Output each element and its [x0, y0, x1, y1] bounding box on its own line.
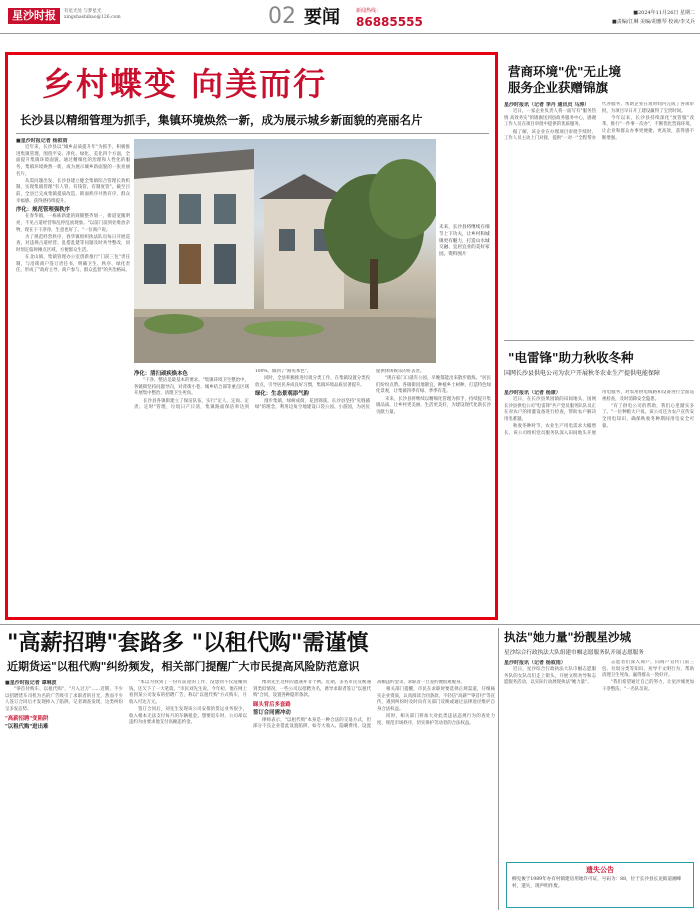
section3-p3: 未来，长沙县将继续以精细化管理为抓手，持续提升集镇品质，让乡村更美丽、生活更美好，为建设现代化新长沙贡献力量。	[376, 396, 491, 415]
lost-notice-text: 柳克俊于1989年办有村镇建房用地许可证，号码为：88，位于长沙县长龙街道湘峰村，遗失，现声明作废。	[512, 877, 682, 889]
bottom-right-article	[504, 630, 694, 830]
right-mid-headline: "电雷锋"助力秋收冬种	[508, 350, 634, 365]
right-top-body-2: 据了解，该企业在办理项目审批手续时，工作人员主动上门对接，提供"一对一"全程帮办代办服务，帮助企业在短时间内完成了各项审批，为项目早日开工建设赢得了宝贵时间。	[504, 102, 694, 142]
bottom-section2-title: 睇头背后多套路	[253, 701, 291, 708]
section2-title: 净化：清扫顽疾焕本色	[134, 371, 188, 377]
issue-date: ■2024年11月26日 星期二	[633, 10, 695, 16]
paper-logo: 星沙时报	[8, 8, 60, 24]
editors-line: ■责编/江琳 美编/胡雅琴 校读/李又兵	[612, 19, 695, 25]
section3-p1: 漫步集镇，绿树成荫，花团锦簇。长沙县坚持"见缝插绿"的理念，利用边角空地建设口袋公园、小游园，为居民提供休闲娱乐的好去处。	[255, 369, 425, 411]
right-mid-body	[504, 390, 694, 615]
bottom-p5: 相关部门提醒，市民在求职时要选择正规渠道，仔细核实企业资质，认真阅读合同条款，不轻信"高薪""零首付"等宣传，遇到纠纷时及时向有关部门反映或通过法律途径维护自身合法权益。	[377, 687, 495, 712]
bottom-subheadline: 近期货运"以租代购"纠纷频发，相关部门提醒广大市民提高风险防范意识	[7, 660, 360, 673]
bottom-section1-sub: "以租代购"进出难	[5, 724, 49, 731]
main-article-frame	[5, 52, 498, 620]
hotline-number: 86885555	[356, 15, 423, 29]
right-top-headline-2: 服务企业获赠锦旗	[508, 80, 609, 95]
lost-notice-title: 遗失公告	[586, 866, 614, 874]
section2-p3: 同时，全县积极推进垃圾分类工作，在集镇设置分类投放点，引导居民养成良好习惯，集镇环境品质显著提升。	[255, 376, 370, 388]
section2-p2: 长沙县各镇街建立了保洁队伍，实行"定人、定岗、定责、定时"管理，垃圾日产日清，集镇路面保洁率达到100%，做到了"路见本色"。	[134, 369, 312, 411]
bottom-p6: 同时，相关部门将加大对此类违法违规行为的查处力度，规范市场秩序，切实保护劳动者的合法权益。	[377, 714, 495, 726]
masthead	[0, 0, 700, 34]
right-mid-body-2: 秋收冬种时节，农业生产用电需求大幅增长。该公司组织党员服务队深入田间地头开展用电服务，对农用供电线路和设备进行全面巡视检查，及时消除安全隐患。	[504, 390, 694, 436]
right-mid-body-1: 近日，在长沙县果园镇的田间地头，国网长沙县供电公司"电雷锋"共产党员服务队队员正在对农户的排灌设备进行检查，帮助农户解决用电难题。	[504, 397, 596, 422]
street-scene-illustration	[134, 139, 436, 363]
section3-title: 绿化：生态景观添气韵	[255, 391, 309, 398]
main-intro: 近年来，长沙县以"城乡品质提升年"为抓手，积极推进集镇管理，围绕平安、净化、绿化、美化四个方面，全面提升集镇环境面貌。通过精细化的治理和人性化的服务，集镇环境焕然一新，成为展示城乡新面貌的一张亮丽名片。	[16, 145, 130, 177]
photo-caption: 未来，长沙县将继续在细节上下功夫，让乡村和城镇更有魅力，打造山水城交融、宜居宜业的美好家园。资料图片	[439, 225, 490, 258]
right-mid-article	[504, 350, 694, 615]
bottom-article-body	[5, 680, 495, 908]
page-number: 02	[268, 4, 296, 29]
bottom-article	[5, 630, 495, 910]
main-subheadline: 长沙县以精细管理为抓手，集镇环境焕然一新，成为展示城乡新面貌的亮丽名片	[20, 113, 423, 127]
slogan	[64, 9, 124, 21]
section1-title: 序化：规范管理强秩序	[16, 207, 70, 214]
main-headline: 乡村蝶变 向美而行	[42, 65, 328, 103]
main-p2: 从需问题出发，长沙县建立健全集镇综合管理长效机制，实现集镇管理"有人管、有钱管、有制度管"。截至目前，全县已完成集镇提质改造，街面秩序井然有序，群众幸福感、获得感持续提升。	[16, 178, 130, 204]
bottom-right-headline: 执法"她力量"扮靓星沙城	[504, 630, 631, 644]
bottom-p3: 像刘先生这样的遭遇并非个例。近期，多名市民反映遇到类似情况，一些公司以招聘为名，诱导求职者签订"以租代购"合同，设置各种隐形条款。	[253, 680, 371, 699]
bottom-right-body-1: 近日，星沙综合行政执法大队巾帼志愿服务队的女队员们走上街头，开展文明劝导和志愿服务活动，以实际行动展现执法"她力量"。	[504, 667, 596, 686]
right-top-body-1: 近日，一家企业负责人将一面写有"服务热情 高效务实"的锦旗送到县政务服务中心，感谢工作人员在项目审批中提供的优质服务。	[504, 109, 596, 128]
lost-notice-box	[506, 862, 694, 908]
right-top-body-3: 今年以来，长沙县持续深化"放管服"改革，推行"一件事一次办"，不断优化营商环境，让企业和群众办事更便捷、更高效，获得感不断增强。	[602, 115, 694, 141]
right-top-body	[504, 102, 694, 334]
slogan-line-2: xingshashibao@126.com	[64, 15, 121, 20]
bottom-headline: "高薪招聘"套路多 "以租代购"需谨慎	[7, 631, 369, 656]
section1-p2: 为了规范经营秩序，春华镇组织执法队员每日开展巡查，对违规占道经营、乱搭乱建等问题及时劝导整改，同时划定临时摊点区域，方便群众生活。	[16, 234, 130, 253]
bottom-lead: "零首付购车、以租代购"、"月入过万"……近期，不少以招聘货车司机为名的广告吸引了求职者的目光，然而不少人签订合同后才发现掉入了陷阱。记者调查发现，这类纠纷呈多发态势。	[5, 687, 123, 712]
section2-p1: "干净、整洁是最基本的要求。"集镇环境卫生整治中，各镇街坚持问题导向，对背街小巷、城乡结合部等重点区域开展集中整治，清理卫生死角。	[134, 378, 249, 397]
bottom-right-subheadline: 星沙综合行政执法大队组建巾帼志愿服务队开展志愿服务	[504, 650, 644, 656]
main-article-lower-columns	[134, 369, 491, 614]
bottom-p4: 律师表示，"以租代购"本身是一种合法的交易方式，但部分不良企业借此设置陷阱，如夸大收入、隐瞒费用、设置高额违约金等，求职者一旦签约便很难脱身。	[253, 680, 465, 730]
bottom-byline: ■星沙时报记者 谭琳波	[5, 680, 57, 686]
bottom-right-byline: 星沙时报讯（记者 杨叙雨）	[504, 660, 566, 666]
section1-p1: 在春华镇，一栋栋新建的商铺整齐划一，街道宽敞明亮，不见占道经营和乱停乱放现象。"以前门前到处堆放杂物，现在干干净净，生意也好了。"一位商户说。	[16, 214, 130, 233]
right-top-headline-1: 营商环境"优"无止境	[508, 64, 622, 79]
bottom-right-body-2: 志愿者们深入商户，向商户宣传门前三包、垃圾分类等知识，劝导不文明行为，帮助清理卫生死角，赢得群众一致好评。	[602, 660, 694, 679]
hotline-label: 新闻热线：	[356, 8, 382, 14]
bottom-section2-sub: 签订合同需冲动	[253, 710, 291, 717]
right-mid-byline: 星沙时报讯（记者 杨康）	[504, 390, 561, 396]
bottom-section1-title: "高薪招聘"变陷阱	[5, 715, 49, 722]
slogan-line-1: 有星光处 与梦星光	[64, 9, 102, 14]
right-top-article	[504, 64, 694, 336]
right-mid-subheadline: 国网长沙县供电公司为农户开展秋冬农业生产提供电能保障	[504, 370, 661, 377]
section-title: 要闻	[304, 7, 340, 28]
bottom-p1: "本以为找到了一份有前途的工作，没想到不仅没赚到钱，还欠下了一大笔债。"市民刘先生说。今年初，他在网上看到某公司发布的招聘广告，称以"以租代购"方式购车，月收入可达万元。	[129, 680, 247, 705]
right-mid-body-3: "有了供电公司的帮助，我们心里踏实多了。"一位种粮大户说。该公司还为农户宣传安全用电知识，确保秋收冬种期间用电安全可靠。	[602, 403, 694, 429]
section1-p3: 在北山镇，集镇管理办公室创新推行"门前三包"责任制，与沿街商户签订责任书，明确卫生、秩序、绿化责任，形成了"政府主导、商户参与、群众监督"的共治格局。	[16, 255, 130, 274]
bottom-right-body-3: "我们希望通过自己的努力，让星沙城更加干净整洁。"一名队员说。	[602, 680, 694, 692]
right-top-byline: 星沙时报讯（记者 李丹 通讯员 马涛）	[504, 102, 590, 108]
bottom-p2: 签订合同后，刘先生发现该公司安排的货运业务很少，收入根本无法支付每月的车辆租金。想要退车时，公司却以违约为由要求他支付高额违约金。	[129, 706, 247, 726]
section3-p2: "现在家门口就有公园，早晚都能出来散步锻炼。"居民们纷纷点赞。各镇街因地制宜，种植乡土树种，打造特色绿化景观，让集镇四季有绿、季季有花。	[376, 376, 491, 395]
main-article-left-column	[16, 138, 130, 614]
main-photo	[134, 139, 436, 363]
main-byline: ■星沙时报记者 杨叙雨	[16, 138, 68, 144]
bottom-right-body	[504, 660, 694, 850]
